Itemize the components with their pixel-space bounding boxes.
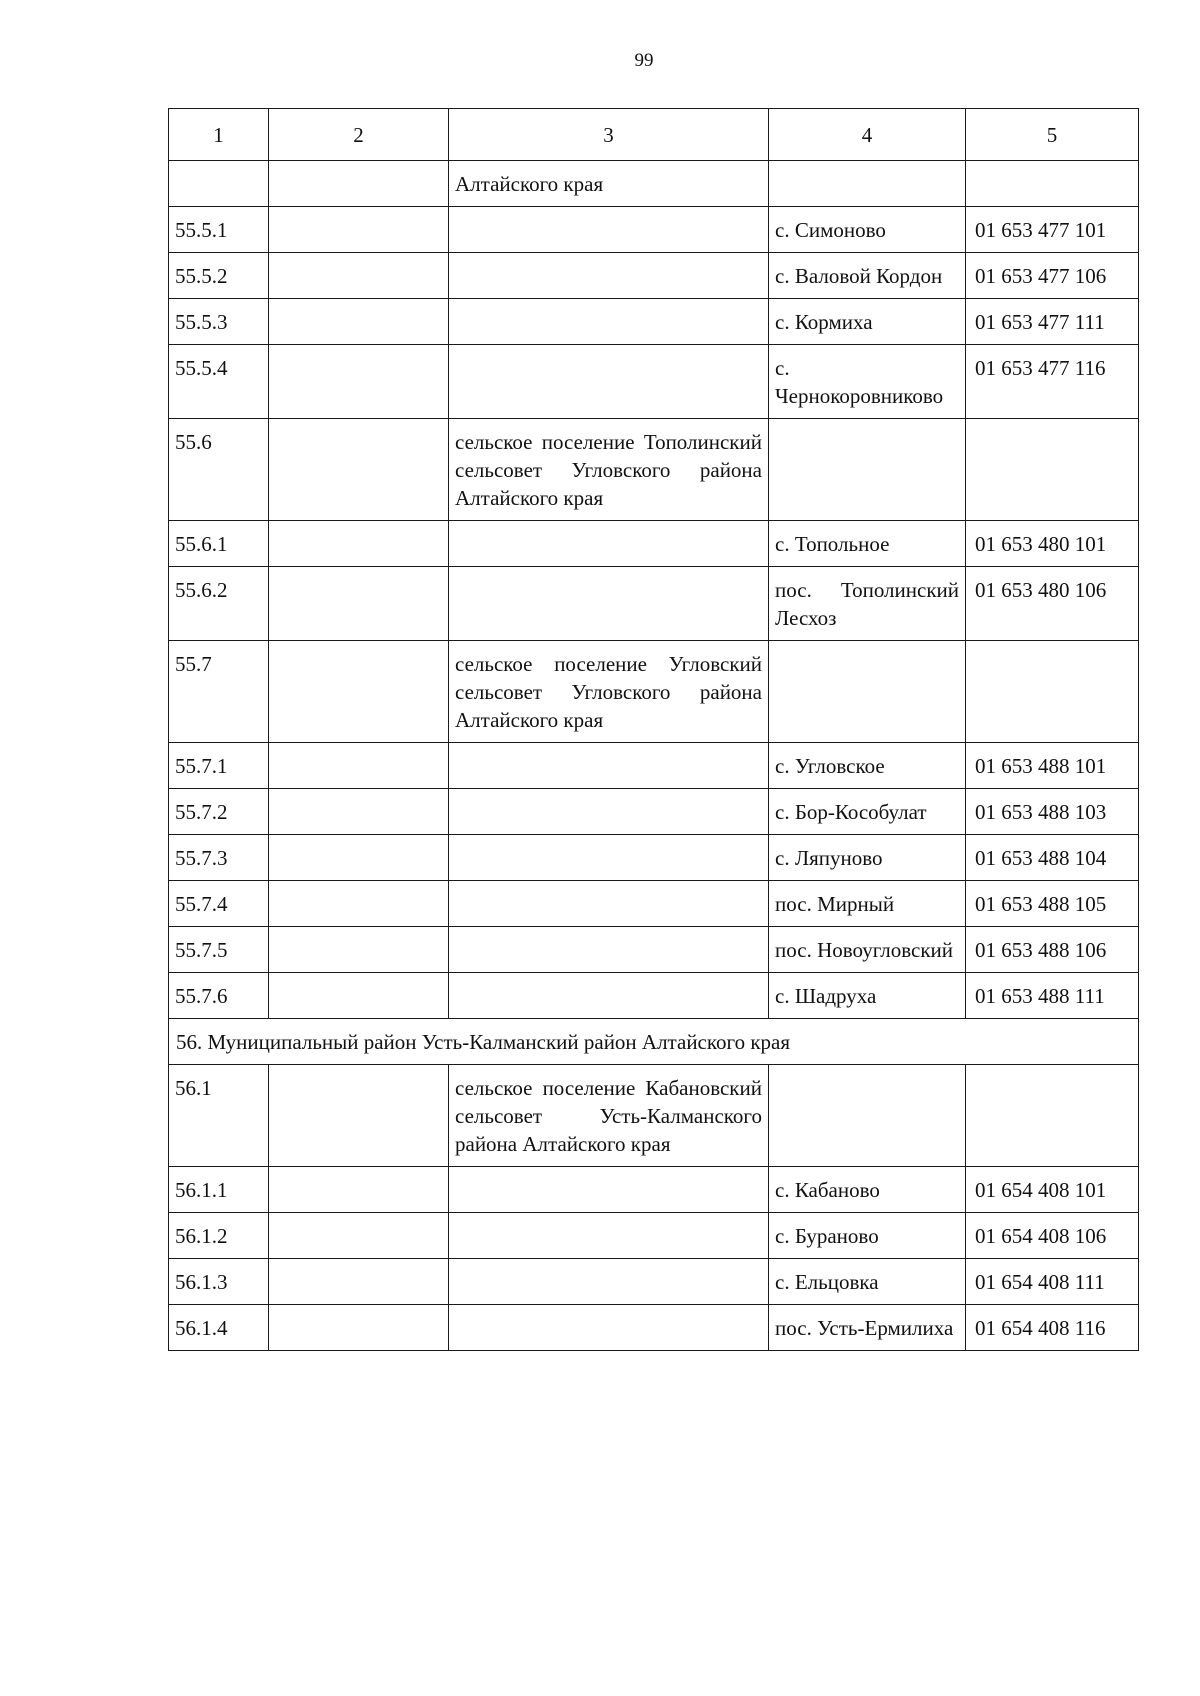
column-2-cell bbox=[269, 207, 449, 253]
settlement-name-cell: сельское поселение Угловский сельсовет Угловского района Алтайского края bbox=[449, 641, 769, 743]
table-row bbox=[169, 1305, 1139, 1351]
header-cell-5: 5 bbox=[966, 109, 1139, 161]
section-heading-row bbox=[169, 1019, 1139, 1065]
table-row bbox=[169, 567, 1139, 641]
row-number-cell: 55.6.2 bbox=[169, 567, 269, 641]
page-number: 99 bbox=[634, 50, 654, 71]
settlement-name-cell bbox=[449, 207, 769, 253]
locality-name-cell: с. Кормиха bbox=[769, 299, 966, 345]
locality-name-cell: с. Кабаново bbox=[769, 1167, 966, 1213]
code-cell: 01 653 477 111 bbox=[966, 299, 1139, 345]
table-row bbox=[169, 641, 1139, 743]
row-number-cell: 55.7.1 bbox=[169, 743, 269, 789]
code-cell: 01 653 488 103 bbox=[966, 789, 1139, 835]
code-cell: 01 653 480 101 bbox=[966, 521, 1139, 567]
settlement-name-cell bbox=[449, 1213, 769, 1259]
column-2-cell bbox=[269, 641, 449, 743]
settlement-name-cell bbox=[449, 973, 769, 1019]
locality-name-cell: с. Бураново bbox=[769, 1213, 966, 1259]
code-cell bbox=[966, 1065, 1139, 1167]
column-2-cell bbox=[269, 567, 449, 641]
code-cell: 01 653 477 106 bbox=[966, 253, 1139, 299]
row-number-cell: 55.6.1 bbox=[169, 521, 269, 567]
locality-name-cell: пос. Мирный bbox=[769, 881, 966, 927]
code-cell: 01 654 408 116 bbox=[966, 1305, 1139, 1351]
row-number-cell: 56.1 bbox=[169, 1065, 269, 1167]
row-number-cell: 55.7 bbox=[169, 641, 269, 743]
locality-name-cell bbox=[769, 419, 966, 521]
table-row bbox=[169, 1167, 1139, 1213]
settlement-name-cell bbox=[449, 1167, 769, 1213]
code-cell: 01 653 488 106 bbox=[966, 927, 1139, 973]
row-number-cell: 55.6 bbox=[169, 419, 269, 521]
column-2-cell bbox=[269, 743, 449, 789]
locality-name-cell bbox=[769, 641, 966, 743]
column-2-cell bbox=[269, 1305, 449, 1351]
settlement-name-cell bbox=[449, 789, 769, 835]
code-cell: 01 653 488 111 bbox=[966, 973, 1139, 1019]
column-2-cell bbox=[269, 1167, 449, 1213]
code-cell: 01 653 477 116 bbox=[966, 345, 1139, 419]
table-row bbox=[169, 881, 1139, 927]
table-row bbox=[169, 743, 1139, 789]
settlement-name-cell: сельское поселение Кабановский сельсовет Усть-Калманского района Алтайского края bbox=[449, 1065, 769, 1167]
locality-name-cell: с. Чернокоровниково bbox=[769, 345, 966, 419]
column-2-cell bbox=[269, 161, 449, 207]
row-number-cell: 55.5.3 bbox=[169, 299, 269, 345]
header-cell-2: 2 bbox=[269, 109, 449, 161]
table-row bbox=[169, 345, 1139, 419]
table-row bbox=[169, 1065, 1139, 1167]
table-row bbox=[169, 1213, 1139, 1259]
column-2-cell bbox=[269, 1065, 449, 1167]
settlements-table bbox=[168, 108, 1139, 1351]
column-2-cell bbox=[269, 973, 449, 1019]
row-number-cell: 55.7.4 bbox=[169, 881, 269, 927]
row-number-cell: 56.1.2 bbox=[169, 1213, 269, 1259]
settlement-name-cell bbox=[449, 835, 769, 881]
column-2-cell bbox=[269, 299, 449, 345]
row-number-cell: 55.5.1 bbox=[169, 207, 269, 253]
code-cell: 01 653 488 105 bbox=[966, 881, 1139, 927]
code-cell: 01 653 480 106 bbox=[966, 567, 1139, 641]
locality-name-cell: с. Валовой Кордон bbox=[769, 253, 966, 299]
settlement-name-cell bbox=[449, 927, 769, 973]
locality-name-cell: с. Ельцовка bbox=[769, 1259, 966, 1305]
settlement-name-cell bbox=[449, 521, 769, 567]
column-2-cell bbox=[269, 253, 449, 299]
header-cell-1: 1 bbox=[169, 109, 269, 161]
row-number-cell: 55.7.5 bbox=[169, 927, 269, 973]
locality-name-cell: с. Топольное bbox=[769, 521, 966, 567]
locality-name-cell: с. Симоново bbox=[769, 207, 966, 253]
column-2-cell bbox=[269, 521, 449, 567]
row-number-cell: 55.5.4 bbox=[169, 345, 269, 419]
settlement-name-cell bbox=[449, 881, 769, 927]
locality-name-cell: с. Шадруха bbox=[769, 973, 966, 1019]
section-heading: 56. Муниципальный район Усть-Калманский район Алтайского края bbox=[169, 1019, 1139, 1065]
settlement-name-cell bbox=[449, 1305, 769, 1351]
header-cell-3: 3 bbox=[449, 109, 769, 161]
table-row bbox=[169, 927, 1139, 973]
row-number-cell: 56.1.4 bbox=[169, 1305, 269, 1351]
table-row bbox=[169, 207, 1139, 253]
column-2-cell bbox=[269, 927, 449, 973]
settlement-name-cell bbox=[449, 299, 769, 345]
column-2-cell bbox=[269, 419, 449, 521]
column-2-cell bbox=[269, 835, 449, 881]
table-row bbox=[169, 299, 1139, 345]
code-cell: 01 653 488 101 bbox=[966, 743, 1139, 789]
locality-name-cell bbox=[769, 161, 966, 207]
locality-name-cell: с. Угловское bbox=[769, 743, 966, 789]
table-row bbox=[169, 253, 1139, 299]
row-number-cell bbox=[169, 161, 269, 207]
column-2-cell bbox=[269, 345, 449, 419]
column-2-cell bbox=[269, 881, 449, 927]
code-cell bbox=[966, 161, 1139, 207]
code-cell: 01 654 408 106 bbox=[966, 1213, 1139, 1259]
column-2-cell bbox=[269, 1259, 449, 1305]
code-cell: 01 654 408 101 bbox=[966, 1167, 1139, 1213]
row-number-cell: 56.1.3 bbox=[169, 1259, 269, 1305]
row-number-cell: 55.7.2 bbox=[169, 789, 269, 835]
table-row bbox=[169, 789, 1139, 835]
locality-name-cell: пос. Усть-Ермилиха bbox=[769, 1305, 966, 1351]
settlement-name-cell bbox=[449, 567, 769, 641]
table-row bbox=[169, 1259, 1139, 1305]
code-cell: 01 653 488 104 bbox=[966, 835, 1139, 881]
settlement-name-cell bbox=[449, 1259, 769, 1305]
settlement-name-cell bbox=[449, 743, 769, 789]
column-2-cell bbox=[269, 1213, 449, 1259]
table-row bbox=[169, 973, 1139, 1019]
locality-name-cell: с. Ляпуново bbox=[769, 835, 966, 881]
locality-name-cell bbox=[769, 1065, 966, 1167]
locality-name-cell: пос. Тополинский Лесхоз bbox=[769, 567, 966, 641]
row-number-cell: 55.5.2 bbox=[169, 253, 269, 299]
row-number-cell: 55.7.6 bbox=[169, 973, 269, 1019]
code-cell: 01 654 408 111 bbox=[966, 1259, 1139, 1305]
settlement-name-cell bbox=[449, 253, 769, 299]
table-row bbox=[169, 419, 1139, 521]
header-cell-4: 4 bbox=[769, 109, 966, 161]
settlement-name-cell: Алтайского края bbox=[449, 161, 769, 207]
locality-name-cell: с. Бор-Кособулат bbox=[769, 789, 966, 835]
table-header-row bbox=[169, 109, 1139, 161]
row-number-cell: 56.1.1 bbox=[169, 1167, 269, 1213]
table-row bbox=[169, 521, 1139, 567]
code-cell: 01 653 477 101 bbox=[966, 207, 1139, 253]
table-row bbox=[169, 161, 1139, 207]
settlement-name-cell: сельское поселение Тополинский сельсовет Угловского района Алтайского края bbox=[449, 419, 769, 521]
code-cell bbox=[966, 419, 1139, 521]
locality-name-cell: пос. Новоугловский bbox=[769, 927, 966, 973]
code-cell bbox=[966, 641, 1139, 743]
row-number-cell: 55.7.3 bbox=[169, 835, 269, 881]
column-2-cell bbox=[269, 789, 449, 835]
settlement-name-cell bbox=[449, 345, 769, 419]
table-row bbox=[169, 835, 1139, 881]
